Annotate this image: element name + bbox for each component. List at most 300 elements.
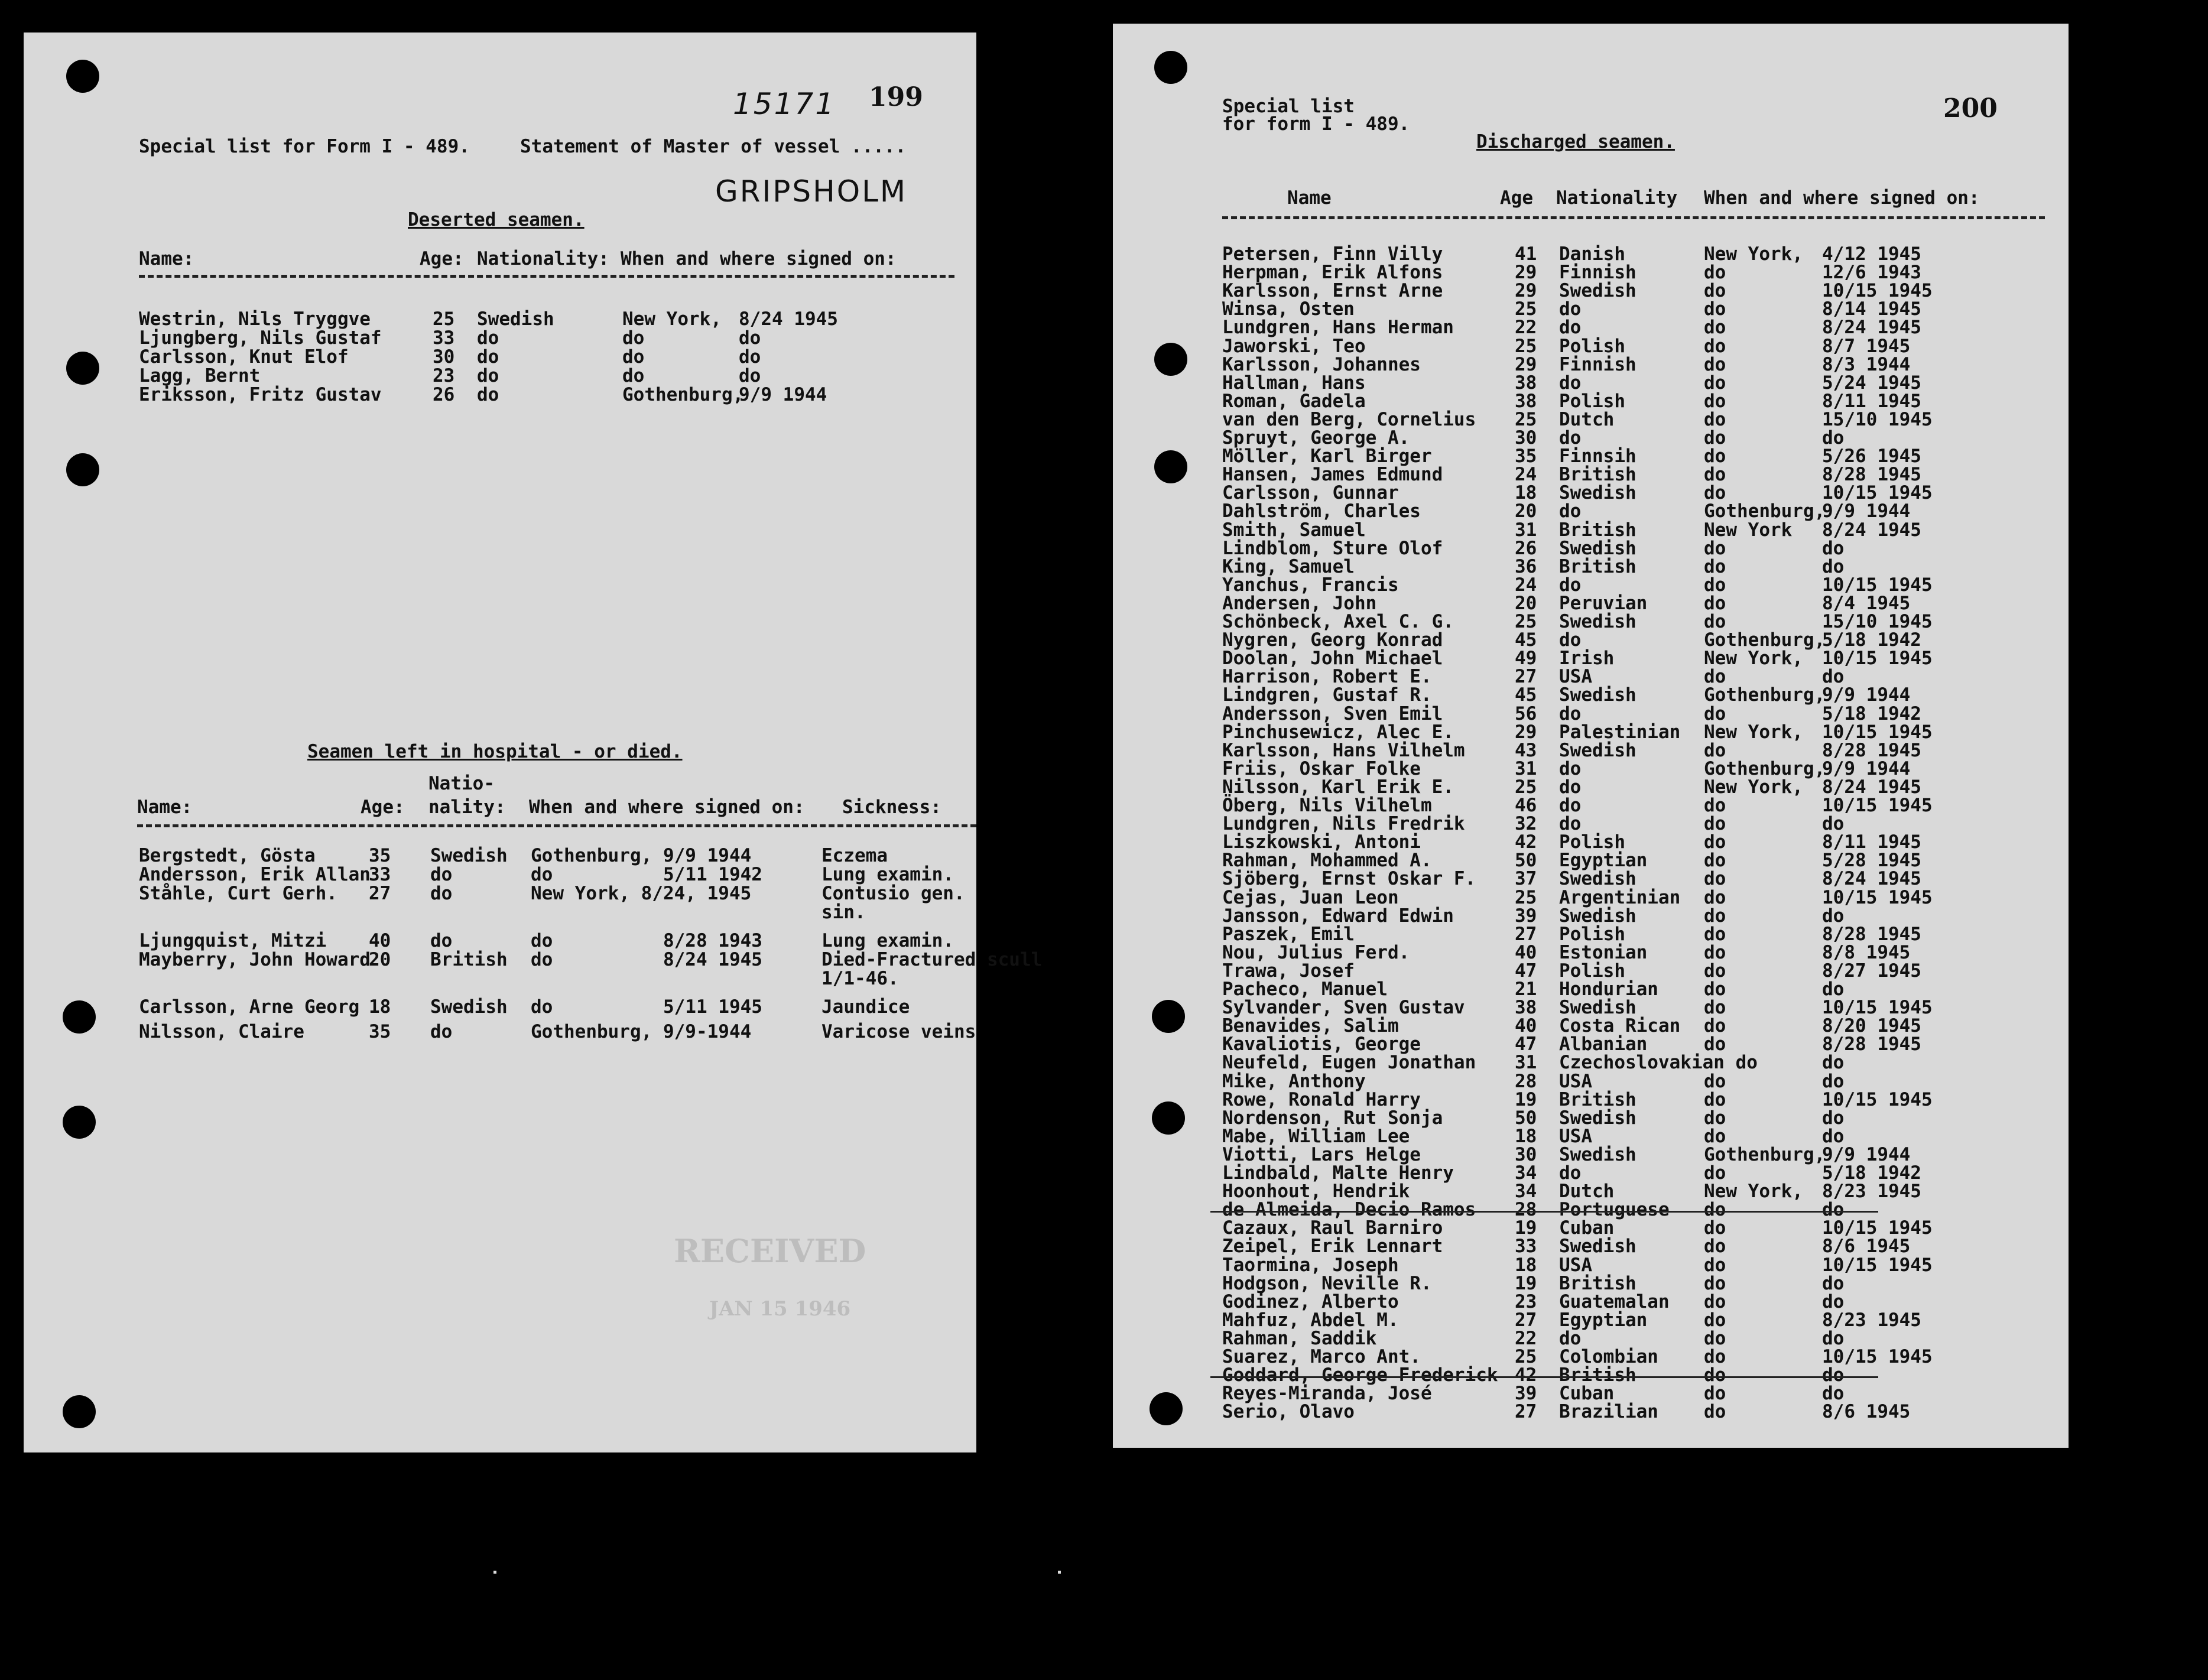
cell-name: Serio, Olavo bbox=[1222, 1401, 1355, 1423]
cell-nationality: USA bbox=[1559, 666, 1592, 688]
cell-nationality: do bbox=[430, 883, 453, 904]
cell-date: 15/10 1945 bbox=[1822, 611, 1933, 632]
cell-nationality: Palestinian bbox=[1559, 721, 1681, 743]
cell-place: do bbox=[1704, 1015, 1726, 1037]
cell-name: Schönbeck, Axel C. G. bbox=[1222, 611, 1454, 632]
cell-date: do bbox=[1822, 1364, 1845, 1386]
table-row bbox=[1113, 886, 2069, 908]
cell-nationality: do bbox=[1559, 758, 1582, 779]
cell-date: do bbox=[1822, 1070, 1845, 1092]
cell-place: Gothenburg, bbox=[1704, 758, 1826, 779]
cell-date: 8/24 1945 bbox=[1822, 317, 1921, 339]
cell-nationality: British bbox=[1559, 1272, 1636, 1294]
cell-age: 35 bbox=[369, 845, 391, 866]
cell-nationality: Czechoslovakian do bbox=[1559, 1052, 1758, 1074]
cell-name: Carlsson, Arne Georg bbox=[139, 996, 360, 1018]
table-row bbox=[1113, 1088, 2069, 1110]
cell-date: 10/15 1945 bbox=[1822, 648, 1933, 670]
cell-age: 50 bbox=[1515, 850, 1537, 872]
cell-nationality: Irish bbox=[1559, 648, 1615, 670]
cell-age: 27 bbox=[1515, 1309, 1537, 1331]
cell-nationality: British bbox=[1559, 519, 1636, 541]
cell-name: Spruyt, George A. bbox=[1222, 427, 1410, 449]
cell-date: 12/6 1943 bbox=[1822, 262, 1921, 284]
cell-nationality: do bbox=[430, 864, 453, 885]
cell-signed: do 5/11 1945 bbox=[531, 996, 762, 1018]
cell-age: 34 bbox=[1515, 1162, 1537, 1184]
cell-place: do bbox=[1704, 1272, 1726, 1294]
cell-date: do bbox=[1822, 1291, 1845, 1312]
cell-name: Winsa, Osten bbox=[1222, 298, 1355, 320]
cell-age: 45 bbox=[1515, 684, 1537, 706]
cell-signed: do 5/11 1942 bbox=[531, 864, 762, 885]
table-row bbox=[1113, 521, 2069, 540]
cell-age: 19 bbox=[1515, 1217, 1537, 1239]
punch-hole bbox=[63, 1106, 96, 1139]
scan-speck bbox=[493, 1571, 496, 1574]
page-200 bbox=[1113, 24, 2069, 1448]
cell-nationality: do bbox=[430, 1021, 453, 1042]
scan-speck bbox=[1058, 1571, 1061, 1574]
cell-nationality: Brazilian bbox=[1559, 1401, 1658, 1423]
table-row bbox=[1113, 1237, 2069, 1256]
cell-name: Westrin, Nils Tryggve bbox=[139, 308, 371, 330]
cell-nationality: Cuban bbox=[1559, 1217, 1615, 1239]
cell-nationality: USA bbox=[1559, 1254, 1592, 1276]
cell-place: do bbox=[1704, 446, 1726, 467]
cell-name: Öberg, Nils Vilhelm bbox=[1222, 795, 1432, 816]
form-header: Special list for Form I - 489. bbox=[139, 136, 470, 157]
cell-place: do bbox=[1704, 813, 1726, 835]
cell-place: New York, bbox=[1704, 648, 1803, 670]
table-row bbox=[1113, 1182, 2069, 1201]
cell-nationality: Swedish bbox=[1559, 611, 1636, 632]
cell-place: New York, bbox=[1704, 721, 1803, 743]
cell-name: Ljungberg, Nils Gustaf bbox=[139, 327, 382, 349]
page-number: 200 bbox=[1943, 93, 1998, 124]
cell-name: Jaworski, Teo bbox=[1222, 335, 1366, 357]
cell-date: 10/15 1945 bbox=[1822, 795, 1933, 816]
cell-date: 4/12 1945 bbox=[1822, 243, 1921, 265]
cell-age: 33 bbox=[1515, 1236, 1537, 1257]
cell-date: do bbox=[1822, 1125, 1845, 1147]
cell-date: do bbox=[1822, 905, 1845, 927]
col-header-nationality: Nationality: bbox=[477, 248, 609, 269]
table-row bbox=[24, 386, 976, 404]
cell-name: Jansson, Edward Edwin bbox=[1222, 905, 1454, 927]
cell-nationality: Dutch bbox=[1559, 1181, 1615, 1203]
cell-nationality: do bbox=[477, 327, 499, 349]
cell-place: do bbox=[1704, 1291, 1726, 1312]
col-header-sickness: Sickness: bbox=[842, 797, 941, 818]
cell-date: 9/9 1944 bbox=[1822, 1143, 1911, 1165]
cell-nationality: do bbox=[477, 346, 499, 368]
cell-place: do bbox=[1704, 1199, 1726, 1221]
cell-age: 25 bbox=[1515, 335, 1537, 357]
cell-nationality: Cuban bbox=[1559, 1383, 1615, 1405]
table-row bbox=[1113, 852, 2069, 870]
cell-nationality: Egyptian bbox=[1559, 1309, 1648, 1331]
cell-date: 10/15 1945 bbox=[1822, 1217, 1933, 1239]
cell-place: do bbox=[1704, 1034, 1726, 1055]
handwritten-vessel-name: GRIPSHOLM bbox=[715, 174, 908, 209]
cell-date: 9/9 1944 bbox=[1822, 758, 1911, 779]
table-row bbox=[24, 367, 976, 385]
cell-age: 36 bbox=[1515, 555, 1537, 577]
cell-age: 28 bbox=[1515, 1070, 1537, 1092]
cell-place: do bbox=[1704, 280, 1726, 302]
cell-age: 20 bbox=[1515, 501, 1537, 522]
cell-age: 37 bbox=[1515, 868, 1537, 890]
cell-place: Gothenburg, bbox=[1704, 501, 1826, 522]
cell-place: do bbox=[1704, 1254, 1726, 1276]
cell-date: 8/6 1945 bbox=[1822, 1401, 1911, 1423]
col-header-signed: When and where signed on: bbox=[529, 797, 805, 818]
cell-place: do bbox=[1704, 353, 1726, 375]
cell-place: do bbox=[1704, 317, 1726, 339]
cell-date: 5/18 1942 bbox=[1822, 703, 1921, 724]
table-row bbox=[1113, 613, 2069, 631]
cell-age: 35 bbox=[369, 1021, 391, 1042]
cell-age: 29 bbox=[1515, 262, 1537, 284]
cell-name: van den Berg, Cornelius bbox=[1222, 408, 1476, 430]
cell-date: 9/9 1944 bbox=[1822, 501, 1911, 522]
cell-nationality: Egyptian bbox=[1559, 850, 1648, 872]
cell-signed: do 8/28 1943 bbox=[531, 930, 762, 951]
cell-date: 8/28 1945 bbox=[1822, 739, 1921, 761]
col-header-signed: When and where signed on: bbox=[1704, 187, 1980, 209]
cell-date: do bbox=[739, 327, 761, 349]
table-row bbox=[1113, 668, 2069, 686]
cell-date: do bbox=[1822, 555, 1845, 577]
cell-place: do bbox=[1704, 941, 1726, 963]
cell-place: do bbox=[622, 365, 645, 386]
received-stamp: RECEIVED bbox=[674, 1232, 866, 1270]
table-row bbox=[1113, 337, 2069, 356]
cell-age: 47 bbox=[1515, 960, 1537, 982]
cell-name: Lindgren, Gustaf R. bbox=[1222, 684, 1432, 706]
cell-nationality: Swedish bbox=[477, 308, 554, 330]
cell-name: Friis, Oskar Folke bbox=[1222, 758, 1421, 779]
table-row bbox=[1113, 1219, 2069, 1237]
cell-place: do bbox=[1704, 997, 1726, 1019]
cell-nationality: Polish bbox=[1559, 390, 1625, 412]
cell-date: 10/15 1945 bbox=[1822, 280, 1933, 302]
cell-nationality: Swedish bbox=[1559, 1143, 1636, 1165]
cell-place: do bbox=[622, 327, 645, 349]
cell-nationality: Swedish bbox=[1559, 1236, 1636, 1257]
cell-place: do bbox=[1704, 1125, 1726, 1147]
cell-date: 10/15 1945 bbox=[1822, 482, 1933, 504]
cell-date: 8/3 1944 bbox=[1822, 353, 1911, 375]
cell-nationality: Swedish bbox=[1559, 905, 1636, 927]
cell-nationality: British bbox=[1559, 1364, 1636, 1386]
cell-nationality: USA bbox=[1559, 1070, 1592, 1092]
cell-place: do bbox=[1704, 703, 1726, 724]
table-row bbox=[1113, 408, 2069, 430]
cell-signed: do 8/24 1945 bbox=[531, 949, 762, 970]
cell-age: 22 bbox=[1515, 317, 1537, 339]
deserted-title: Deserted seamen. bbox=[408, 209, 585, 230]
cell-nationality: Dutch bbox=[1559, 408, 1615, 430]
cell-sickness: Died-Fractured scull bbox=[821, 949, 1043, 970]
cell-place: do bbox=[1704, 923, 1726, 945]
cell-age: 25 bbox=[1515, 408, 1537, 430]
cell-place: do bbox=[622, 346, 645, 368]
table-row bbox=[24, 348, 976, 366]
cell-age: 38 bbox=[1515, 372, 1537, 394]
cell-age: 49 bbox=[1515, 648, 1537, 670]
cell-age: 24 bbox=[1515, 464, 1537, 486]
received-stamp-date: JAN 15 1946 bbox=[709, 1297, 851, 1321]
cell-signed: Gothenburg, 9/9-1944 bbox=[531, 1021, 752, 1042]
table-row bbox=[1113, 778, 2069, 797]
table-row bbox=[1113, 594, 2069, 613]
cell-date: do bbox=[1822, 666, 1845, 688]
cell-name: Doolan, John Michael bbox=[1222, 648, 1443, 670]
cell-date: 9/9 1944 bbox=[739, 384, 827, 405]
cell-nationality: British bbox=[1559, 1088, 1636, 1110]
table-row bbox=[1113, 537, 2069, 559]
cell-name: Neufeld, Eugen Jonathan bbox=[1222, 1052, 1476, 1074]
cell-sickness: Lung examin. bbox=[821, 864, 954, 885]
cell-signed: New York, 8/24, 1945 bbox=[531, 883, 752, 904]
cell-name: Cejas, Juan Leon bbox=[1222, 886, 1399, 908]
cell-age: 43 bbox=[1515, 739, 1537, 761]
cell-age: 23 bbox=[433, 365, 455, 386]
cell-name: Kavaliotis, George bbox=[1222, 1034, 1421, 1055]
cell-date: 10/15 1945 bbox=[1822, 997, 1933, 1019]
col-header-age: Age: bbox=[361, 797, 405, 818]
table-row bbox=[1113, 1054, 2069, 1072]
cell-name: Liszkowski, Antoni bbox=[1222, 831, 1421, 853]
cell-date: 8/28 1945 bbox=[1822, 1034, 1921, 1055]
cell-date: 5/24 1945 bbox=[1822, 372, 1921, 394]
cell-name: Carlsson, Gunnar bbox=[1222, 482, 1399, 504]
col-header-name: Name: bbox=[137, 797, 193, 818]
cell-name: Pinchusewicz, Alec E. bbox=[1222, 721, 1454, 743]
cell-nationality: British bbox=[1559, 464, 1636, 486]
cell-name: Petersen, Finn Villy bbox=[1222, 243, 1443, 265]
cell-place: New York, bbox=[622, 308, 722, 330]
cell-date: 8/24 1945 bbox=[739, 308, 838, 330]
cell-name: Rahman, Mohammed A. bbox=[1222, 850, 1432, 872]
col-header-age: Age bbox=[1500, 187, 1533, 209]
cell-place: New York bbox=[1704, 519, 1793, 541]
cell-name: Rowe, Ronald Harry bbox=[1222, 1088, 1421, 1110]
table-row bbox=[1113, 870, 2069, 888]
table-row bbox=[1113, 353, 2069, 375]
handwritten-number: 15171 bbox=[733, 87, 836, 121]
cell-place: do bbox=[1704, 795, 1726, 816]
cell-age: 25 bbox=[1515, 298, 1537, 320]
cell-date: 8/6 1945 bbox=[1822, 1236, 1911, 1257]
cell-nationality: Guatemalan bbox=[1559, 1291, 1670, 1312]
cell-nationality: Swedish bbox=[430, 845, 508, 866]
table-row bbox=[1113, 980, 2069, 999]
cell-date: 5/28 1945 bbox=[1822, 850, 1921, 872]
cell-date: do bbox=[1822, 427, 1845, 449]
cell-nationality: do bbox=[477, 384, 499, 405]
cell-name: Mahfuz, Abdel M. bbox=[1222, 1309, 1399, 1331]
cell-place: do bbox=[1704, 537, 1726, 559]
cell-age: 45 bbox=[1515, 629, 1537, 651]
table-row bbox=[24, 998, 976, 1016]
cell-date: 5/18 1942 bbox=[1822, 629, 1921, 651]
cell-age: 30 bbox=[1515, 427, 1537, 449]
table-row bbox=[1113, 319, 2069, 337]
cell-name: Hoonhout, Hendrik bbox=[1222, 1181, 1410, 1203]
cell-nationality: do bbox=[1559, 574, 1582, 596]
cell-name: Karlsson, Johannes bbox=[1222, 353, 1421, 375]
cell-nationality: British bbox=[430, 949, 508, 970]
cell-name: Suarez, Marco Ant. bbox=[1222, 1346, 1421, 1367]
cell-name: Mike, Anthony bbox=[1222, 1070, 1366, 1092]
cell-name: Sylvander, Sven Gustav bbox=[1222, 997, 1465, 1019]
table-row bbox=[1113, 1127, 2069, 1146]
cell-nationality: Peruvian bbox=[1559, 592, 1648, 614]
cell-age: 26 bbox=[1515, 537, 1537, 559]
cell-date: do bbox=[1822, 537, 1845, 559]
page-199 bbox=[24, 33, 1043, 1452]
cell-age: 38 bbox=[1515, 997, 1537, 1019]
table-row bbox=[1113, 392, 2069, 411]
cell-place: do bbox=[1704, 390, 1726, 412]
table-row bbox=[1113, 429, 2069, 447]
cell-place: do bbox=[1704, 1327, 1726, 1349]
table-row bbox=[1113, 833, 2069, 852]
cell-name: Cazaux, Raul Barniro bbox=[1222, 1217, 1443, 1239]
cell-nationality: Polish bbox=[1559, 960, 1625, 982]
punch-hole bbox=[66, 60, 99, 93]
cell-name: Harrison, Robert E. bbox=[1222, 666, 1432, 688]
table-row bbox=[1113, 760, 2069, 778]
cell-place: do bbox=[1704, 1107, 1726, 1129]
cell-date: do bbox=[1822, 813, 1845, 835]
cell-name: Godinez, Alberto bbox=[1222, 1291, 1399, 1312]
cell-name: Sjöberg, Ernst Oskar F. bbox=[1222, 868, 1476, 890]
table-row bbox=[1113, 466, 2069, 484]
strikethrough-line bbox=[1210, 1376, 1878, 1378]
table-row bbox=[1113, 264, 2069, 282]
cell-age: 27 bbox=[1515, 923, 1537, 945]
cell-age: 34 bbox=[1515, 1181, 1537, 1203]
cell-sickness: sin. bbox=[821, 902, 866, 923]
cell-nationality: do bbox=[1559, 427, 1582, 449]
table-row bbox=[1113, 1143, 2069, 1165]
col-header-name: Name: bbox=[139, 248, 194, 269]
cell-place: do bbox=[1704, 262, 1726, 284]
table-row bbox=[1113, 282, 2069, 300]
cell-date: 8/14 1945 bbox=[1822, 298, 1921, 320]
cell-nationality: British bbox=[1559, 555, 1636, 577]
cell-sickness: Contusio gen. bbox=[821, 883, 965, 904]
cell-age: 50 bbox=[1515, 1107, 1537, 1129]
table-row bbox=[1113, 925, 2069, 944]
cell-age: 18 bbox=[369, 996, 391, 1018]
cell-place: do bbox=[1704, 1162, 1726, 1184]
table-row bbox=[24, 904, 976, 922]
cell-place: do bbox=[1704, 298, 1726, 320]
cell-date: do bbox=[739, 365, 761, 386]
table-row bbox=[1113, 686, 2069, 704]
cell-date: do bbox=[1822, 1383, 1845, 1405]
table-row bbox=[1113, 502, 2069, 521]
cell-nationality: Finnish bbox=[1559, 262, 1636, 284]
cell-nationality: Estonian bbox=[1559, 941, 1648, 963]
cell-age: 31 bbox=[1515, 758, 1537, 779]
cell-name: Ståhle, Curt Gerh. bbox=[139, 883, 337, 904]
cell-date: do bbox=[1822, 1107, 1845, 1129]
cell-age: 40 bbox=[1515, 941, 1537, 963]
cell-date: 8/24 1945 bbox=[1822, 868, 1921, 890]
table-row bbox=[1113, 1403, 2069, 1421]
cell-place: do bbox=[1704, 1309, 1726, 1331]
cell-date: 8/24 1945 bbox=[1822, 776, 1921, 798]
cell-age: 41 bbox=[1515, 243, 1537, 265]
cell-place: do bbox=[1704, 666, 1726, 688]
table-row bbox=[1113, 739, 2069, 761]
cell-name: Andersen, John bbox=[1222, 592, 1377, 614]
vessel-statement: Statement of Master of vessel ..... bbox=[520, 136, 907, 157]
cell-name: Lindblom, Sture Olof bbox=[1222, 537, 1443, 559]
table-row bbox=[1113, 1293, 2069, 1311]
cell-nationality: do bbox=[430, 930, 453, 951]
table-row bbox=[1113, 1070, 2069, 1092]
cell-date: 8/24 1945 bbox=[1822, 519, 1921, 541]
cell-age: 24 bbox=[1515, 574, 1537, 596]
cell-date: 8/23 1945 bbox=[1822, 1181, 1921, 1203]
cell-date: do bbox=[1822, 1272, 1845, 1294]
table-row bbox=[24, 847, 976, 865]
cell-age: 18 bbox=[1515, 482, 1537, 504]
punch-hole bbox=[66, 453, 99, 486]
cell-place: do bbox=[1704, 979, 1726, 1000]
cell-nationality: Swedish bbox=[430, 996, 508, 1018]
cell-name: Mayberry, John Howard bbox=[139, 949, 371, 970]
table-row bbox=[1113, 962, 2069, 980]
cell-place: do bbox=[1704, 1346, 1726, 1367]
cell-nationality: Albanian bbox=[1559, 1034, 1648, 1055]
cell-nationality: do bbox=[1559, 501, 1582, 522]
cell-age: 23 bbox=[1515, 1291, 1537, 1312]
cell-age: 19 bbox=[1515, 1272, 1537, 1294]
cell-sickness: Varicose veins bbox=[821, 1021, 976, 1042]
cell-nationality: Swedish bbox=[1559, 684, 1636, 706]
cell-nationality: Costa Rican bbox=[1559, 1015, 1681, 1037]
cell-date: 10/15 1945 bbox=[1822, 574, 1933, 596]
table-row bbox=[24, 932, 976, 950]
cell-age: 22 bbox=[1515, 1327, 1537, 1349]
cell-age: 38 bbox=[1515, 390, 1537, 412]
cell-nationality: do bbox=[1559, 629, 1582, 651]
cell-name: Andersson, Erik Allan bbox=[139, 864, 371, 885]
cell-nationality: do bbox=[1559, 795, 1582, 816]
cell-nationality: Swedish bbox=[1559, 280, 1636, 302]
cell-age: 18 bbox=[1515, 1125, 1537, 1147]
cell-name: Smith, Samuel bbox=[1222, 519, 1366, 541]
table-row bbox=[1113, 1017, 2069, 1035]
cell-nationality: Polish bbox=[1559, 335, 1625, 357]
cell-age: 31 bbox=[1515, 519, 1537, 541]
discharged-title: Discharged seamen. bbox=[1476, 131, 1675, 152]
cell-age: 39 bbox=[1515, 905, 1537, 927]
cell-name: Reyes-Miranda, José bbox=[1222, 1383, 1432, 1405]
page-number: 199 bbox=[869, 82, 923, 112]
col-header-name: Name bbox=[1287, 187, 1332, 209]
cell-name: Möller, Karl Birger bbox=[1222, 446, 1432, 467]
cell-name: Hansen, James Edmund bbox=[1222, 464, 1443, 486]
